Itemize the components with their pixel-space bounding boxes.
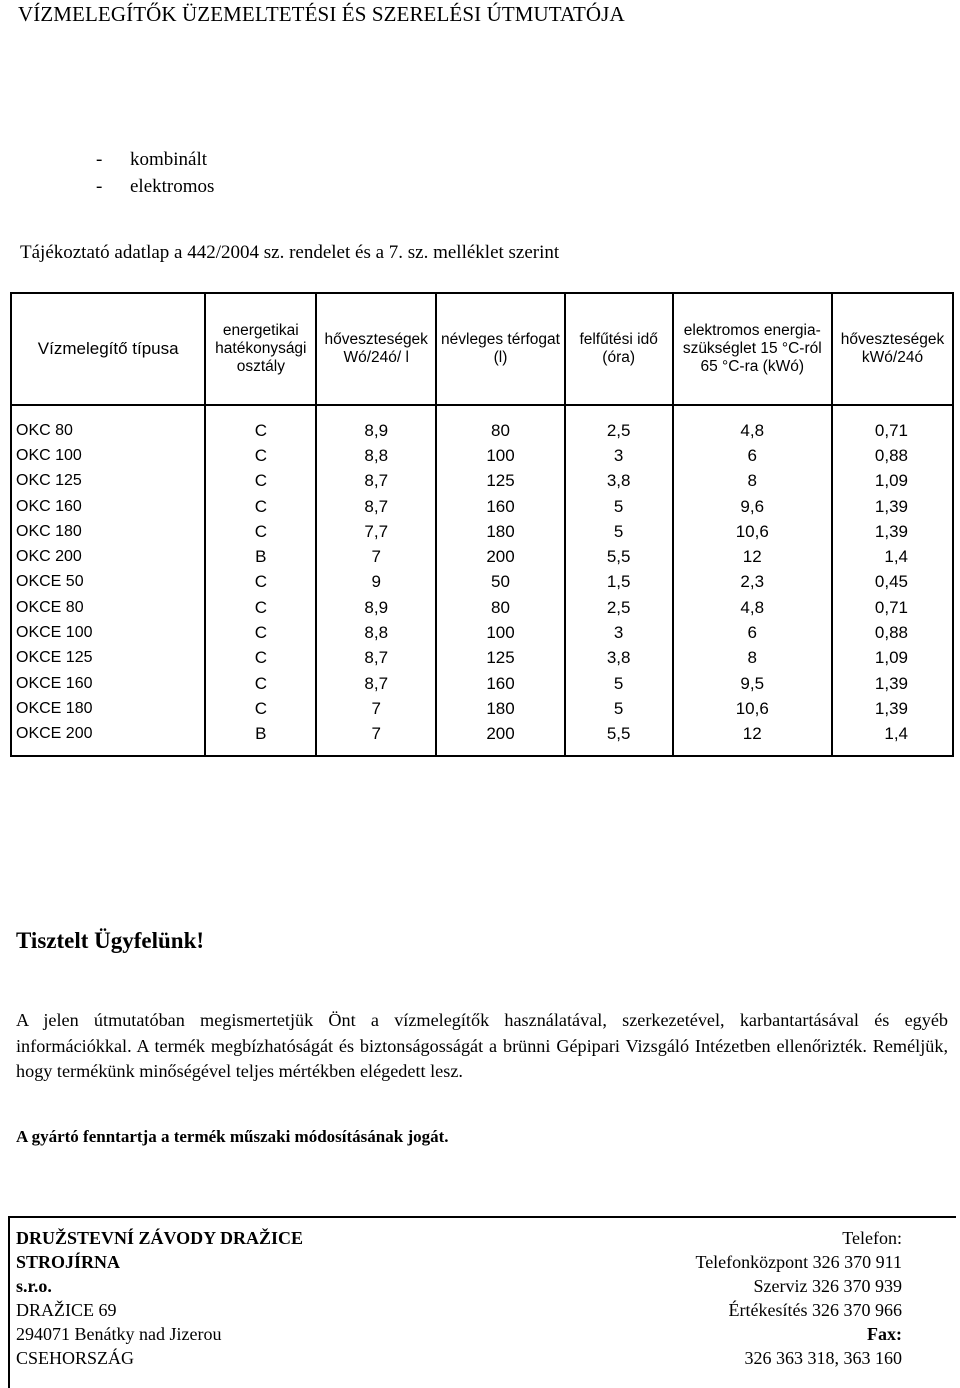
bullet-dash: - <box>96 149 103 170</box>
cell-nominal-volume: 125 <box>436 469 565 494</box>
variant-label: kombinált <box>130 149 208 170</box>
cell-type: OKCE 80 <box>11 595 205 620</box>
company-form: s.r.o. <box>16 1276 52 1296</box>
cell-type: OKCE 125 <box>11 646 205 671</box>
cell-energy-demand: 10,6 <box>673 696 833 721</box>
table-row <box>11 620 953 645</box>
cell-efficiency-class: C <box>205 494 316 519</box>
cell-energy-demand: 12 <box>673 722 833 747</box>
table-row <box>11 418 953 443</box>
cell-nominal-volume: 100 <box>436 443 565 468</box>
phone-central: Telefonközpont 326 370 911 <box>695 1252 902 1272</box>
cell-heat-loss-per-liter: 8,7 <box>316 494 436 519</box>
cell-heat-loss-per-liter: 8,7 <box>316 671 436 696</box>
cell-efficiency-class: C <box>205 443 316 468</box>
header-heating-time: felfűtési idő (óra) <box>565 293 673 405</box>
cell-nominal-volume: 50 <box>436 570 565 595</box>
cell-energy-demand: 10,6 <box>673 519 833 544</box>
cell-heat-loss-per-liter: 8,9 <box>316 418 436 443</box>
phone-sales: Értékesítés 326 370 966 <box>728 1300 902 1320</box>
cell-energy-demand: 8 <box>673 646 833 671</box>
variant-label: elektromos <box>130 176 215 197</box>
table-row <box>11 722 953 747</box>
cell-type: OKCE 50 <box>11 570 205 595</box>
table-row <box>11 595 953 620</box>
cell-nominal-volume: 160 <box>436 494 565 519</box>
cell-heat-loss-per-liter: 7 <box>316 696 436 721</box>
cell-energy-demand: 2,3 <box>673 570 833 595</box>
cell-efficiency-class: B <box>205 544 316 569</box>
cell-efficiency-class: C <box>205 418 316 443</box>
table-row <box>11 671 953 696</box>
cell-heat-loss-kwh: 0,88 <box>832 443 953 468</box>
cell-type: OKCE 180 <box>11 696 205 721</box>
company-name: DRUŽSTEVNÍ ZÁVODY DRAŽICE <box>16 1228 304 1248</box>
cell-heating-time: 5 <box>565 696 673 721</box>
cell-efficiency-class: C <box>205 595 316 620</box>
cell-energy-demand: 9,6 <box>673 494 833 519</box>
cell-heating-time: 2,5 <box>565 418 673 443</box>
cell-type: OKC 180 <box>11 519 205 544</box>
cell-type: OKCE 100 <box>11 620 205 645</box>
cell-type: OKCE 160 <box>11 671 205 696</box>
header-type: Vízmelegítő típusa <box>11 293 205 405</box>
cell-heat-loss-kwh: 1,39 <box>832 519 953 544</box>
cell-heating-time: 3,8 <box>565 469 673 494</box>
cell-nominal-volume: 80 <box>436 418 565 443</box>
cell-efficiency-class: C <box>205 469 316 494</box>
cell-efficiency-class: C <box>205 696 316 721</box>
cell-heating-time: 3 <box>565 620 673 645</box>
cell-efficiency-class: C <box>205 620 316 645</box>
header-nominal-volume: névleges térfogat (l) <box>436 293 565 405</box>
cell-heat-loss-kwh: 0,45 <box>832 570 953 595</box>
cell-heat-loss-per-liter: 7,7 <box>316 519 436 544</box>
cell-energy-demand: 12 <box>673 544 833 569</box>
cell-type: OKC 125 <box>11 469 205 494</box>
cell-nominal-volume: 180 <box>436 696 565 721</box>
cell-heating-time: 2,5 <box>565 595 673 620</box>
cell-heat-loss-kwh: 1,4 <box>832 722 953 747</box>
table-header-row <box>11 293 953 405</box>
cell-heat-loss-per-liter: 7 <box>316 722 436 747</box>
cell-heating-time: 5 <box>565 494 673 519</box>
cell-heat-loss-kwh: 0,88 <box>832 620 953 645</box>
cell-heat-loss-kwh: 1,39 <box>832 494 953 519</box>
cell-nominal-volume: 180 <box>436 519 565 544</box>
table-row <box>11 646 953 671</box>
cell-heat-loss-kwh: 1,4 <box>832 544 953 569</box>
address-street: DRAŽICE 69 <box>16 1300 117 1320</box>
phone-label: Telefon: <box>842 1228 902 1248</box>
modification-notice: A gyártó fenntartja a termék műszaki módosításának jogát. <box>16 1127 449 1146</box>
cell-energy-demand: 8 <box>673 469 833 494</box>
cell-type: OKC 100 <box>11 443 205 468</box>
variant-list <box>96 146 214 200</box>
list-item <box>96 146 214 173</box>
cell-energy-demand: 6 <box>673 620 833 645</box>
cell-nominal-volume: 160 <box>436 671 565 696</box>
fax-label: Fax: <box>867 1324 902 1344</box>
cell-heating-time: 5 <box>565 671 673 696</box>
cell-heat-loss-kwh: 0,71 <box>832 418 953 443</box>
header-efficiency-class: energetikai hatékonysági osztály <box>205 293 316 405</box>
cell-heat-loss-kwh: 1,39 <box>832 671 953 696</box>
cell-heat-loss-per-liter: 7 <box>316 544 436 569</box>
cell-energy-demand: 9,5 <box>673 671 833 696</box>
cell-nominal-volume: 200 <box>436 722 565 747</box>
water-heater-data-table <box>10 292 954 757</box>
cell-heating-time: 3,8 <box>565 646 673 671</box>
fax-numbers: 326 363 318, 363 160 <box>744 1348 902 1368</box>
cell-efficiency-class: C <box>205 646 316 671</box>
table-bottom-padding <box>11 747 953 756</box>
contact-block <box>695 1226 902 1370</box>
table-row <box>11 494 953 519</box>
cell-type: OKC 80 <box>11 418 205 443</box>
cell-heat-loss-per-liter: 8,8 <box>316 443 436 468</box>
table-row <box>11 696 953 721</box>
cell-efficiency-class: C <box>205 671 316 696</box>
cell-type: OKC 160 <box>11 494 205 519</box>
cell-heating-time: 5,5 <box>565 722 673 747</box>
manufacturer-footer <box>8 1216 956 1388</box>
table-row <box>11 469 953 494</box>
header-heat-loss-kwh: hőveszteségek kWó/24ó <box>832 293 953 405</box>
cell-nominal-volume: 80 <box>436 595 565 620</box>
address-city: 294071 Benátky nad Jizerou <box>16 1324 222 1344</box>
cell-nominal-volume: 100 <box>436 620 565 645</box>
cell-type: OKC 200 <box>11 544 205 569</box>
bullet-dash: - <box>96 176 103 197</box>
cell-efficiency-class: C <box>205 570 316 595</box>
table-row <box>11 443 953 468</box>
cell-nominal-volume: 200 <box>436 544 565 569</box>
table-row <box>11 544 953 569</box>
cell-efficiency-class: B <box>205 722 316 747</box>
info-sheet-reference: Tájékoztató adatlap a 442/2004 sz. rendelet és a 7. sz. melléklet szerint <box>20 242 560 263</box>
cell-heating-time: 3 <box>565 443 673 468</box>
company-address-block <box>16 1226 303 1370</box>
cell-heat-loss-per-liter: 8,7 <box>316 469 436 494</box>
document-title: VÍZMELEGÍTŐK ÜZEMELTETÉSI ÉS SZERELÉSI ÚTMUTATÓJA <box>18 2 625 26</box>
header-energy-demand: elektromos energia-szükséglet 15 °C-ról 65 °C-ra (kWó) <box>673 293 833 405</box>
greeting-heading: Tisztelt Ügyfelünk! <box>16 928 205 953</box>
cell-heating-time: 5,5 <box>565 544 673 569</box>
cell-heat-loss-kwh: 1,09 <box>832 646 953 671</box>
intro-paragraph: A jelen útmutatóban megismertetjük Önt a vízmelegítők használatával, szerkezetével, karbantartásával és egyéb információkkal. A termék megbízhatóságát és biztonságosságát a brünni Gépipari Vizsgáló Intézetben ellenőrizték. Reméljük, hogy termékünk minőségével teljes mértékben elégedett lesz. <box>16 1010 948 1081</box>
cell-heat-loss-kwh: 1,09 <box>832 469 953 494</box>
cell-nominal-volume: 125 <box>436 646 565 671</box>
table-row <box>11 570 953 595</box>
company-division: STROJÍRNA <box>16 1252 121 1272</box>
cell-heat-loss-per-liter: 8,9 <box>316 595 436 620</box>
list-item <box>96 173 214 200</box>
cell-energy-demand: 4,8 <box>673 595 833 620</box>
cell-heat-loss-per-liter: 8,7 <box>316 646 436 671</box>
cell-heat-loss-per-liter: 9 <box>316 570 436 595</box>
table-spacer <box>11 405 953 418</box>
cell-type: OKCE 200 <box>11 722 205 747</box>
cell-heat-loss-kwh: 1,39 <box>832 696 953 721</box>
cell-efficiency-class: C <box>205 519 316 544</box>
cell-heating-time: 1,5 <box>565 570 673 595</box>
cell-energy-demand: 4,8 <box>673 418 833 443</box>
cell-heat-loss-kwh: 0,71 <box>832 595 953 620</box>
cell-heat-loss-per-liter: 8,8 <box>316 620 436 645</box>
cell-heating-time: 5 <box>565 519 673 544</box>
address-country: CSEHORSZÁG <box>16 1348 135 1368</box>
cell-energy-demand: 6 <box>673 443 833 468</box>
table-row <box>11 519 953 544</box>
phone-service: Szerviz 326 370 939 <box>753 1276 902 1296</box>
header-heat-loss-per-liter: hőveszteségek Wó/24ó/ l <box>316 293 436 405</box>
